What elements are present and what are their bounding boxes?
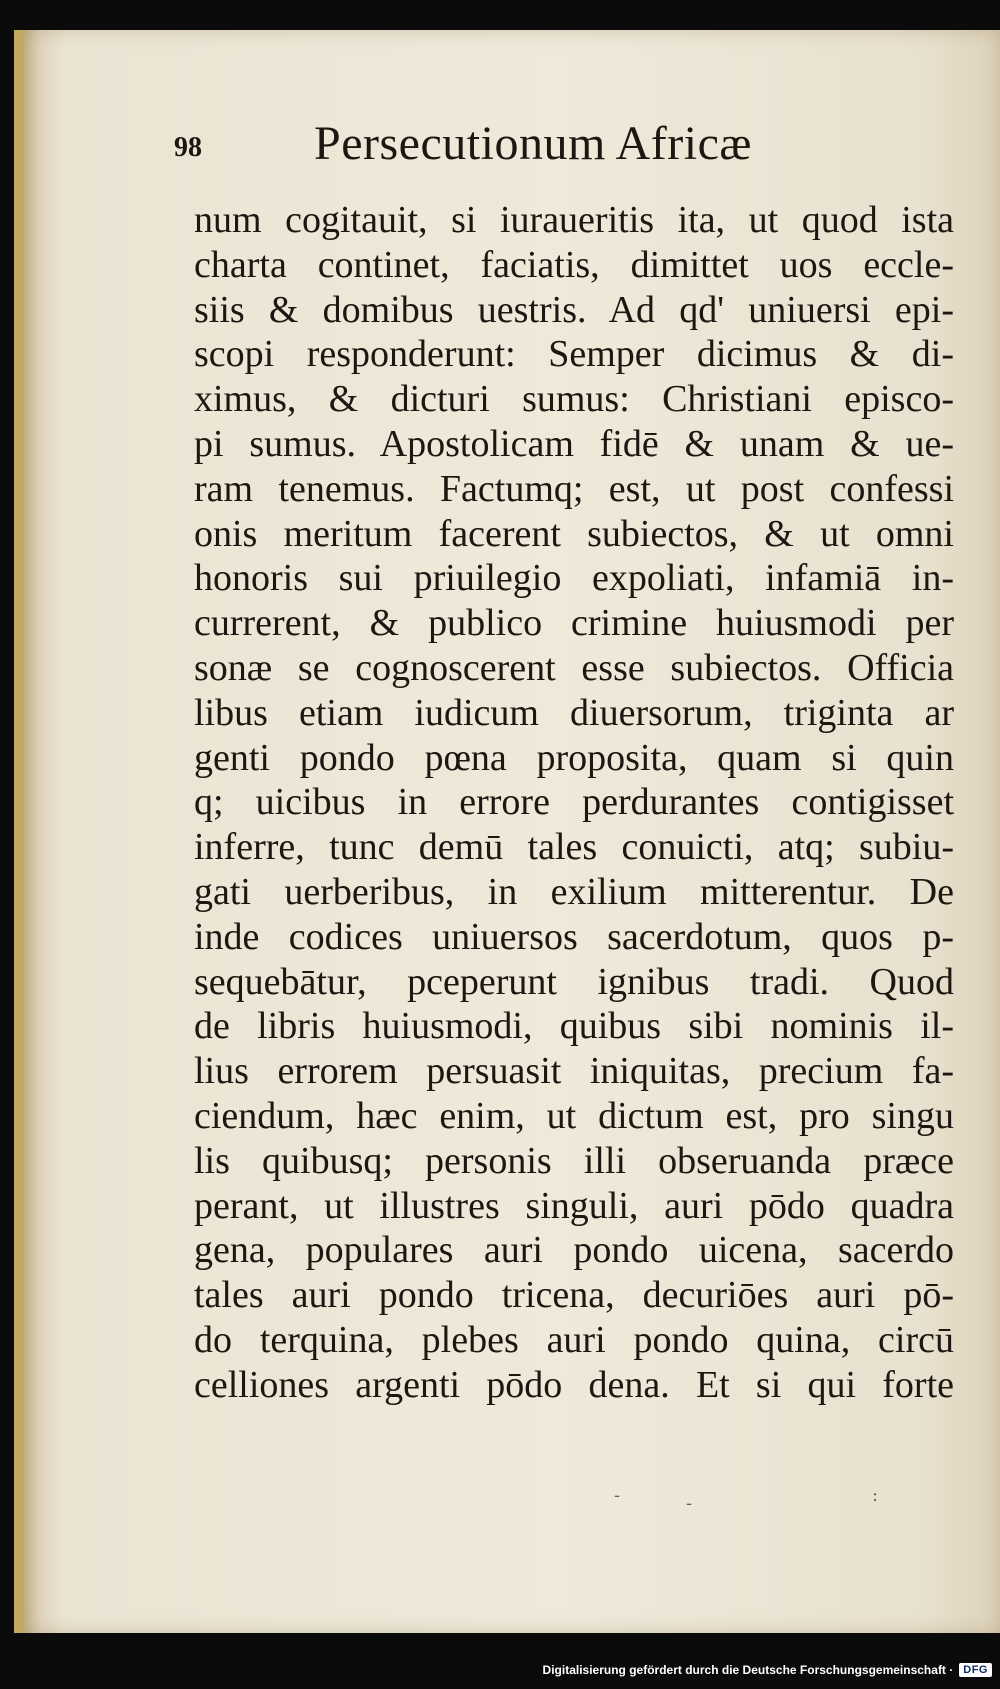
text-line: pi sumus. Apostolicam fidē & unam & ue- <box>194 422 954 465</box>
page-number: 98 <box>174 132 202 163</box>
text-line: currerent, & publico crimine huiusmodi per <box>194 602 954 645</box>
text-line: num cogitauit, si iuraueritis ita, ut quod ista <box>194 199 954 241</box>
footer-credit: Digitalisierung gefördert durch die Deutsche Forschungsgemeinschaft · <box>542 1663 954 1677</box>
text-line: gati uerberibus, in exilium mitterentur. De <box>194 870 954 913</box>
text-line: perant, ut illustres singuli, auri pōdo quadra <box>194 1184 954 1227</box>
text-line: gena, populares auri pondo uicena, sacerdo <box>194 1229 954 1272</box>
book-page: 98 Persecutionum Africæ num cogitauit, si iuraueritis ita, ut quod ista charta continet, faciatis, dimittet uos eccle- siis & domibus uestris. Ad qd' uniuersi epi- scopi responderunt: Semper dicimus & di- ximus, & dicturi sumus: Christiani episco- pi sumus. Apostolicam fidē & unam & ue- ram tenemus. Factumq; est, ut post confessi onis meritum facerent subiectos, & ut omni honoris sui priuilegio expoliati, infamiā in- currerent, & publico crimine huiusmodi per sonæ se cognoscerent esse subiectos. Officia libus etiam iudicum diuersorum, triginta ar genti pondo pœna proposita, quam si quin q; uicibus in errore perdurantes contigisset inferre, tunc demū tales conuicti, atq; subiu- gati uerberibus, in exilium mitterentur. De inde codices uniuersos sacerdotum, quos p- sequebātur, pceperunt ignibus tradi. Quod de libris huiusmodi, quibus sibi nominis il- lius errorem persuasit iniquitas, precium fa- ciendum, hæc enim, ut dictum est, pro singu lis quibusq; personis illi obseruanda præce perant, ut illustres singuli, auri pōdo quadra gena, populares auri pondo uicena, sacerdo tales auri pondo tricena, decuriōes auri pō- do terquina, plebes auri pondo quina, circū celliones argenti pōdo dena. Et si qui forte - - : <box>14 30 1000 1633</box>
running-title: Persecutionum Africæ <box>314 117 752 170</box>
page-header <box>174 116 934 190</box>
text-line: lis quibusq; personis illi obseruanda præce <box>194 1139 954 1182</box>
text-line: sonæ se cognoscerent esse subiectos. Officia <box>194 646 954 689</box>
text-line: lius errorem persuasit iniquitas, precium fa- <box>194 1050 954 1093</box>
text-line: inde codices uniuersos sacerdotum, quos p- <box>194 915 954 958</box>
text-line: ximus, & dicturi sumus: Christiani episco- <box>194 378 954 421</box>
text-line: scopi responderunt: Semper dicimus & di- <box>194 333 954 376</box>
text-line: ciendum, hæc enim, ut dictum est, pro singu <box>194 1094 954 1137</box>
text-line: charta continet, faciatis, dimittet uos eccle- <box>194 243 954 286</box>
text-line: de libris huiusmodi, quibus sibi nominis il- <box>194 1005 954 1048</box>
text-line: genti pondo pœna proposita, quam si quin <box>194 736 954 779</box>
text-line: celliones argenti pōdo dena. Et si qui forte <box>194 1363 954 1406</box>
text-line: onis meritum facerent subiectos, & ut omni <box>194 512 954 555</box>
body-text <box>194 198 954 1408</box>
text-line: libus etiam iudicum diuersorum, triginta ar <box>194 691 954 734</box>
text-line: inferre, tunc demū tales conuicti, atq; subiu- <box>194 826 954 869</box>
dfg-logo-icon: DFG <box>959 1663 992 1677</box>
text-line: siis & domibus uestris. Ad qd' uniuersi epi- <box>194 288 954 331</box>
text-line: honoris sui priuilegio expoliati, infamiā in- <box>194 557 954 600</box>
text-line: do terquina, plebes auri pondo quina, circū <box>194 1318 954 1361</box>
text-line: q; uicibus in errore perdurantes contigisset <box>194 781 954 824</box>
digitization-footer <box>543 1657 992 1683</box>
text-line: sequebātur, pceperunt ignibus tradi. Quod <box>194 960 954 1003</box>
text-line: tales auri pondo tricena, decuriōes auri pō- <box>194 1274 954 1317</box>
text-line: ram tenemus. Factumq; est, ut post confessi <box>194 467 954 510</box>
